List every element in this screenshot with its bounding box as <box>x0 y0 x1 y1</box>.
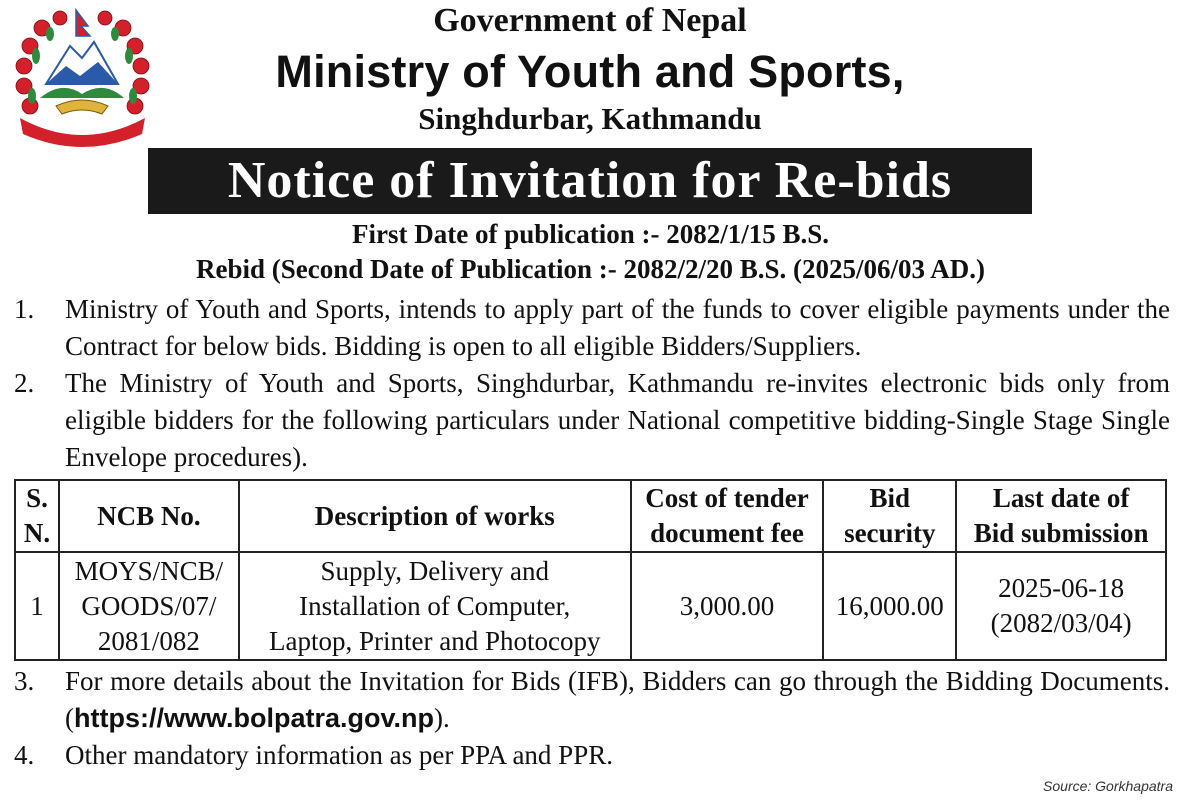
table-header-row <box>15 480 1166 552</box>
cell-description: Supply, Delivery and Installation of Computer, Laptop, Printer and Photocopy <box>239 552 631 660</box>
ministry-address: Singhdurbar, Kathmandu <box>418 101 762 136</box>
cell-bid-security: 16,000.00 <box>823 552 956 660</box>
table-row <box>15 552 1166 660</box>
paragraph-text: Ministry of Youth and Sports, intends to apply part of the funds to cover eligible payments under the Contract for below bids. Bidding is open to all eligible Bidders/Suppliers. <box>65 294 1170 361</box>
paragraph-1 <box>10 291 1170 365</box>
cell-last-date: 2025-06-18 (2082/03/04) <box>956 552 1166 660</box>
paragraph-number: 2. <box>14 368 35 398</box>
second-publication-date: Rebid (Second Date of Publication :- 2082/2/20 B.S. (2025/06/03 AD.) <box>195 254 985 284</box>
bolpatra-link[interactable]: https://www.bolpatra.gov.np <box>74 703 434 733</box>
bid-table <box>14 479 1167 661</box>
ministry-title: Ministry of Youth and Sports, <box>275 46 905 97</box>
notice-title-band <box>148 148 1032 214</box>
source-credit: Source: Gorkhapatra <box>1043 778 1173 794</box>
header-last-date: Last date of Bid submission <box>956 480 1166 552</box>
cell-document-fee: 3,000.00 <box>631 552 824 660</box>
paragraph-2 <box>10 365 1170 476</box>
paragraph-4 <box>10 737 1170 774</box>
paragraph-number: 3. <box>14 666 35 696</box>
paragraph-3 <box>10 663 1170 737</box>
paragraph-text: The Ministry of Youth and Sports, Singhdurbar, Kathmandu re-invites electronic bids only from eligible bidders for the following particulars under National competitive bidding-Single Stage Single Envelope procedures). <box>65 368 1170 472</box>
paragraph-text: For more details about the Invitation for Bids (IFB), Bidders can go through the Bidding Documents.(https://www.bolpatra.gov.np). <box>65 666 1170 733</box>
notice-title: Notice of Invitation for Re-bids <box>227 152 953 209</box>
header-ncb-no: NCB No. <box>59 480 239 552</box>
government-title: Government of Nepal <box>433 2 747 39</box>
header-document-fee: Cost of tender document fee <box>631 480 824 552</box>
header-bid-security: Bid security <box>823 480 956 552</box>
paragraph-number: 4. <box>14 740 35 770</box>
header-sn: S. N. <box>15 480 59 552</box>
paragraph-text: Other mandatory information as per PPA and PPR. <box>65 740 613 770</box>
cell-ncb-no: MOYS/NCB/ GOODS/07/ 2081/082 <box>59 552 239 660</box>
cell-sn: 1 <box>15 552 59 660</box>
paragraph-number: 1. <box>14 294 35 324</box>
header-description: Description of works <box>239 480 631 552</box>
first-publication-date: First Date of publication :- 2082/1/15 B.S. <box>352 219 829 249</box>
nepal-emblem-icon <box>10 6 155 148</box>
